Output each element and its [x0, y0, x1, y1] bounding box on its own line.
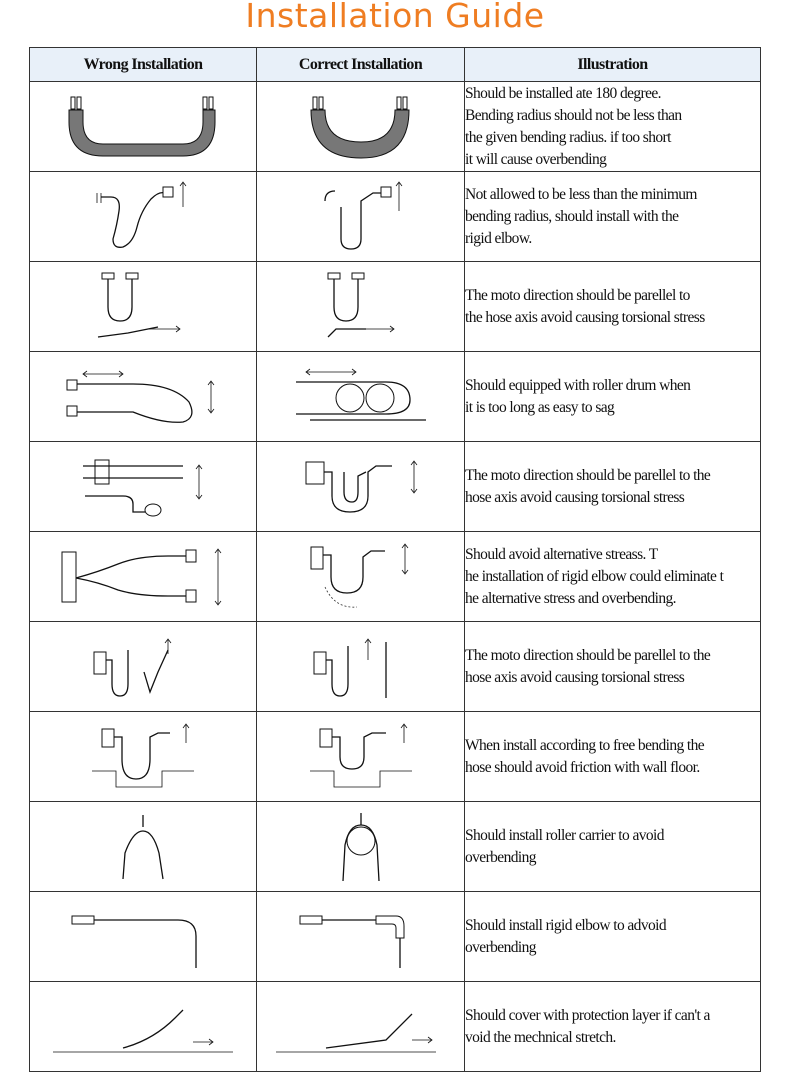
correct-installation-figure: [257, 442, 465, 532]
table-row: [30, 262, 761, 352]
correct-installation-figure: [257, 262, 465, 352]
table-row: [30, 352, 761, 442]
correct-installation-figure: [257, 532, 465, 622]
correct-installation-figure: [257, 802, 465, 892]
illustration-text: Should avoid alternative streass. T he installation of rigid elbow could eliminate t he alternative stress and overbending.: [465, 532, 761, 622]
header-wrong: Wrong Installation: [30, 48, 257, 82]
correct-installation-figure: [257, 82, 465, 172]
wrong-installation-figure: [30, 892, 257, 982]
correct-installation-figure: [257, 892, 465, 982]
wrong-installation-figure: [30, 982, 257, 1072]
wrong-installation-figure: [30, 82, 257, 172]
wrong-installation-figure: [30, 622, 257, 712]
illustration-text: Should be installed ate 180 degree. Bending radius should not be less than the given bending radius. if too short it will cause overbending: [465, 82, 761, 172]
table-row: [30, 82, 761, 172]
wrong-installation-figure: [30, 532, 257, 622]
illustration-text: The moto direction should be parellel to the hose axis avoid causing torsional stress: [465, 262, 761, 352]
table-row: [30, 712, 761, 802]
table-row: [30, 802, 761, 892]
correct-installation-figure: [257, 352, 465, 442]
correct-installation-figure: [257, 982, 465, 1072]
wrong-installation-figure: [30, 352, 257, 442]
wrong-installation-figure: [30, 802, 257, 892]
table-header-row: [30, 48, 761, 82]
header-correct: Correct Installation: [257, 48, 465, 82]
table-row: [30, 622, 761, 712]
table-row: [30, 442, 761, 532]
illustration-text: When install according to free bending the hose should avoid friction with wall floor.: [465, 712, 761, 802]
correct-installation-figure: [257, 622, 465, 712]
illustration-text: Not allowed to be less than the minimum bending radius, should install with the rigid elbow.: [465, 172, 761, 262]
wrong-installation-figure: [30, 262, 257, 352]
wrong-installation-figure: [30, 442, 257, 532]
correct-installation-figure: [257, 172, 465, 262]
page-title: Installation Guide: [245, 0, 545, 35]
illustration-text: The moto direction should be parellel to the hose axis avoid causing torsional stress: [465, 622, 761, 712]
wrong-installation-figure: [30, 712, 257, 802]
table-row: [30, 982, 761, 1072]
table-row: [30, 892, 761, 982]
illustration-text: Should equipped with roller drum when it is too long as easy to sag: [465, 352, 761, 442]
illustration-text: The moto direction should be parellel to the hose axis avoid causing torsional stress: [465, 442, 761, 532]
table-row: [30, 532, 761, 622]
installation-table: [29, 47, 761, 1072]
illustration-text: Should install rigid elbow to advoid overbending: [465, 892, 761, 982]
wrong-installation-figure: [30, 172, 257, 262]
header-illustration: Illustration: [465, 48, 761, 82]
illustration-text: Should install roller carrier to avoid overbending: [465, 802, 761, 892]
table-row: [30, 172, 761, 262]
illustration-text: Should cover with protection layer if can't a void the mechnical stretch.: [465, 982, 761, 1072]
correct-installation-figure: [257, 712, 465, 802]
